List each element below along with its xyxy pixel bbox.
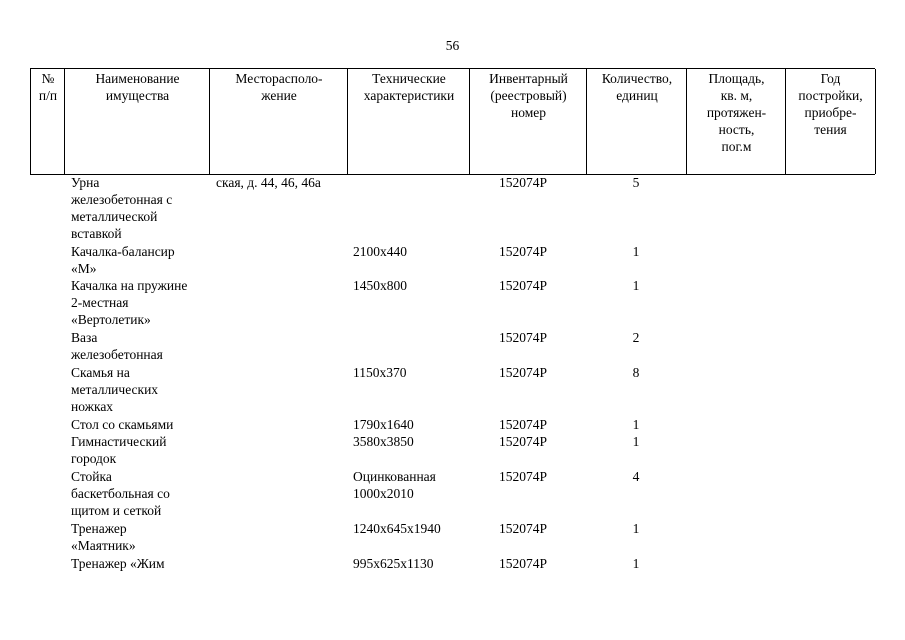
header-year: Год постройки, приобре- тения — [785, 69, 876, 174]
header-name: Наименование имущества — [64, 69, 210, 174]
item-quantity: 1 — [632, 278, 640, 293]
item-name: Качалка на пружине 2-местная «Вертолетик» — [71, 278, 188, 327]
item-name: Стол со скамьями — [71, 417, 174, 432]
item-tech: Оцинкованная 1000х2010 — [353, 469, 436, 501]
item-tech: 2100х440 — [353, 244, 407, 259]
header-location: Месторасполо- жение — [209, 69, 348, 174]
item-quantity: 1 — [632, 521, 640, 536]
item-quantity: 8 — [632, 365, 640, 380]
item-name: Качалка-балансир «М» — [71, 244, 175, 276]
item-inventory: 152074Р — [499, 469, 548, 484]
item-tech: 1790х1640 — [353, 417, 414, 432]
header-area: Площадь, кв. м, протяжен- ность, пог.м — [686, 69, 786, 174]
item-name: Гимнастический городок — [71, 434, 167, 466]
item-inventory: 152074Р — [499, 330, 548, 345]
item-quantity: 1 — [632, 434, 640, 449]
item-name: Тренажер «Жим — [71, 556, 165, 571]
item-quantity: 1 — [632, 417, 640, 432]
item-inventory: 152074Р — [499, 365, 548, 380]
header-inventory: Инвентарный (реестровый) номер — [469, 69, 587, 174]
header-number: № п/п — [30, 69, 65, 174]
item-quantity: 5 — [632, 175, 640, 190]
item-tech: 1240х645х1940 — [353, 521, 441, 536]
item-tech: 995х625х1130 — [353, 556, 434, 571]
item-inventory: 152074Р — [499, 521, 548, 536]
item-inventory: 152074Р — [499, 175, 548, 190]
item-inventory: 152074Р — [499, 556, 548, 571]
item-name: Ваза железобетонная — [71, 330, 163, 362]
item-quantity: 1 — [632, 244, 640, 259]
item-tech: 3580х3850 — [353, 434, 414, 449]
item-inventory: 152074Р — [499, 434, 548, 449]
item-name: Скамья на металлических ножках — [71, 365, 159, 414]
item-inventory: 152074Р — [499, 278, 548, 293]
item-tech: 1450х800 — [353, 278, 407, 293]
table-header — [30, 68, 875, 175]
item-inventory: 152074Р — [499, 244, 548, 259]
item-name: Тренажер «Маятник» — [71, 521, 136, 553]
page-number: 56 — [445, 38, 460, 53]
item-name: Стойка баскетбольная со щитом и сеткой — [71, 469, 170, 518]
item-inventory: 152074Р — [499, 417, 548, 432]
item-quantity: 4 — [632, 469, 640, 484]
item-tech: 1150х370 — [353, 365, 407, 380]
header-quantity: Количество, единиц — [586, 69, 687, 174]
item-quantity: 2 — [632, 330, 640, 345]
header-tech: Технические характеристики — [347, 69, 470, 174]
item-quantity: 1 — [632, 556, 640, 571]
item-name: Урна железобетонная с металлической вставкой — [71, 175, 173, 241]
item-location: ская, д. 44, 46, 46а — [216, 175, 321, 190]
